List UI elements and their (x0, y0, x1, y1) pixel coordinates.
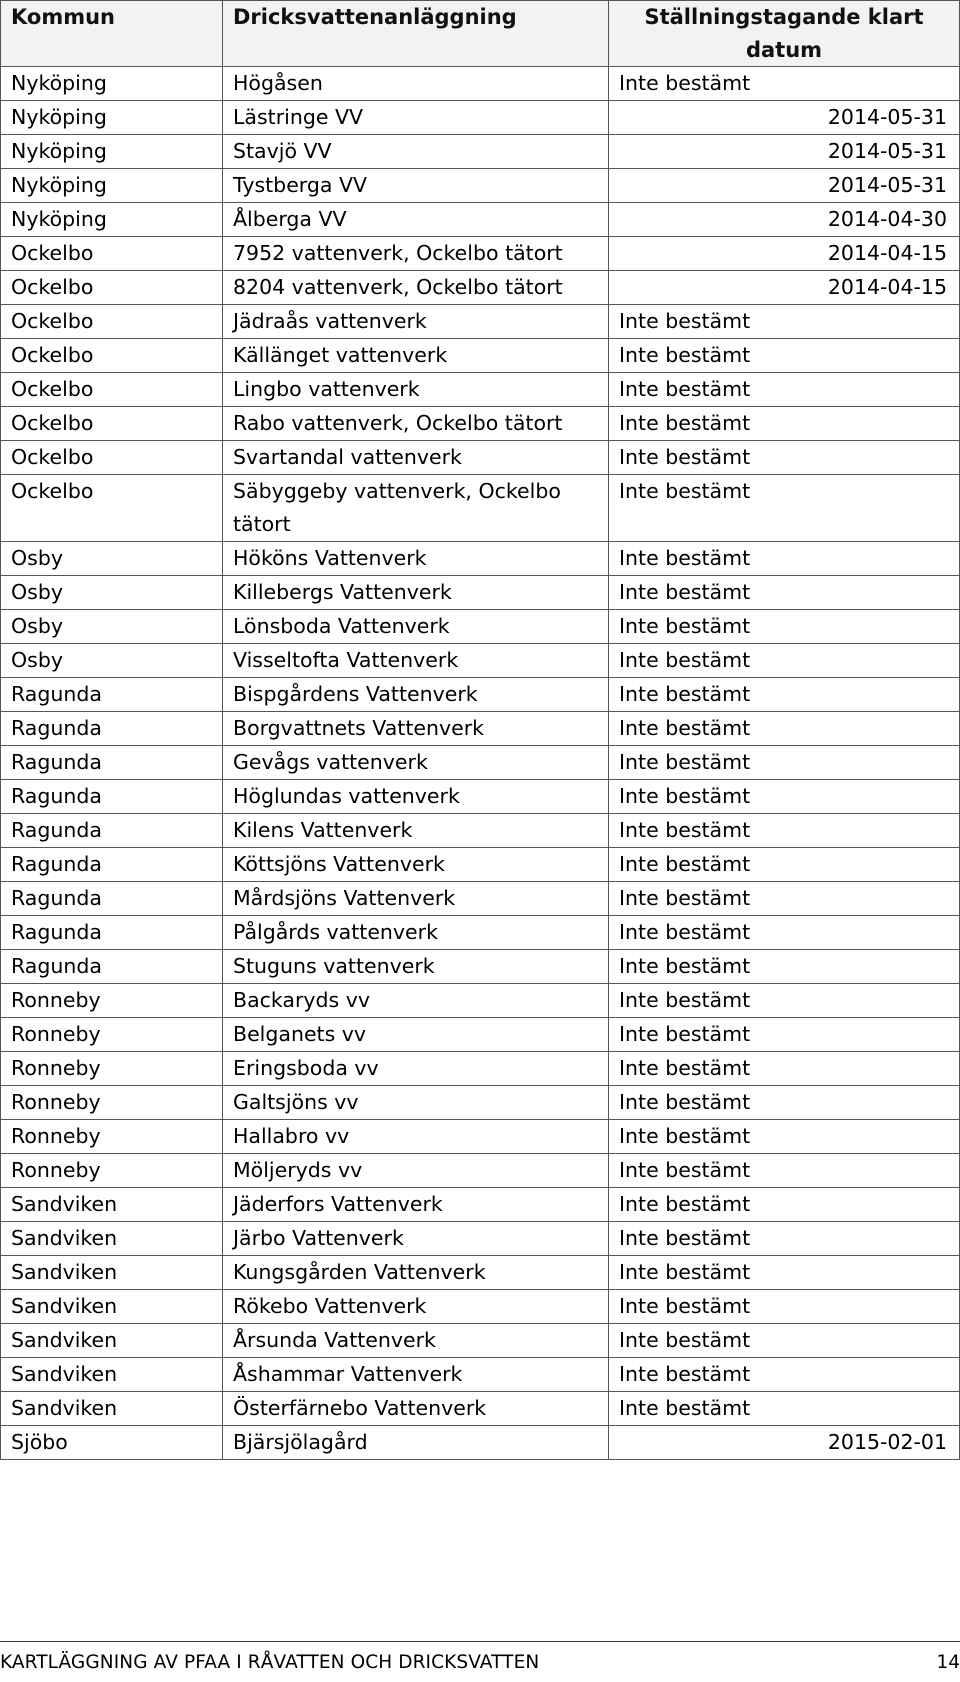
table-body (1, 67, 960, 1460)
cell-kommun: Ockelbo (1, 237, 223, 271)
cell-anlaggning: Höglundas vattenverk (223, 780, 609, 814)
cell-datum: Inte bestämt (609, 1052, 960, 1086)
cell-anlaggning: Årsunda Vattenverk (223, 1324, 609, 1358)
cell-kommun: Ockelbo (1, 441, 223, 475)
table-row (1, 1154, 960, 1188)
table-row (1, 271, 960, 305)
table-row (1, 1290, 960, 1324)
cell-anlaggning: Åshammar Vattenverk (223, 1358, 609, 1392)
cell-datum: Inte bestämt (609, 1324, 960, 1358)
cell-anlaggning: Backaryds vv (223, 984, 609, 1018)
cell-anlaggning: 7952 vattenverk, Ockelbo tätort (223, 237, 609, 271)
cell-anlaggning: Visseltofta Vattenverk (223, 644, 609, 678)
cell-anlaggning: Borgvattnets Vattenverk (223, 712, 609, 746)
cell-anlaggning: Jädraås vattenverk (223, 305, 609, 339)
cell-datum: Inte bestämt (609, 1188, 960, 1222)
cell-datum: Inte bestämt (609, 644, 960, 678)
table-row (1, 1256, 960, 1290)
table-row (1, 984, 960, 1018)
table-row (1, 339, 960, 373)
cell-anlaggning: Lönsboda Vattenverk (223, 610, 609, 644)
table-row (1, 542, 960, 576)
cell-kommun: Ronneby (1, 1086, 223, 1120)
cell-anlaggning: Rökebo Vattenverk (223, 1290, 609, 1324)
table-header (1, 1, 960, 67)
cell-kommun: Ragunda (1, 678, 223, 712)
cell-kommun: Ronneby (1, 1120, 223, 1154)
cell-kommun: Nyköping (1, 67, 223, 101)
cell-datum: 2014-04-30 (609, 203, 960, 237)
cell-anlaggning: Killebergs Vattenverk (223, 576, 609, 610)
cell-kommun: Ockelbo (1, 271, 223, 305)
cell-anlaggning: Bjärsjölagård (223, 1426, 609, 1460)
cell-kommun: Nyköping (1, 169, 223, 203)
cell-anlaggning: Gevågs vattenverk (223, 746, 609, 780)
cell-datum: 2014-04-15 (609, 237, 960, 271)
cell-datum: Inte bestämt (609, 916, 960, 950)
cell-datum: Inte bestämt (609, 746, 960, 780)
table-row (1, 644, 960, 678)
cell-anlaggning: Kilens Vattenverk (223, 814, 609, 848)
cell-anlaggning: Kungsgården Vattenverk (223, 1256, 609, 1290)
cell-datum: 2014-05-31 (609, 135, 960, 169)
table-row (1, 407, 960, 441)
cell-kommun: Nyköping (1, 135, 223, 169)
table-row (1, 610, 960, 644)
table-row (1, 1052, 960, 1086)
cell-kommun: Osby (1, 576, 223, 610)
cell-datum: Inte bestämt (609, 1086, 960, 1120)
cell-datum: Inte bestämt (609, 1392, 960, 1426)
table-row (1, 916, 960, 950)
cell-datum: Inte bestämt (609, 305, 960, 339)
table-row (1, 203, 960, 237)
cell-datum: 2015-02-01 (609, 1426, 960, 1460)
table-row (1, 1018, 960, 1052)
cell-anlaggning: Hallabro vv (223, 1120, 609, 1154)
cell-datum: Inte bestämt (609, 1358, 960, 1392)
cell-kommun: Sandviken (1, 1222, 223, 1256)
cell-datum: 2014-05-31 (609, 101, 960, 135)
table-row (1, 1086, 960, 1120)
cell-kommun: Sandviken (1, 1256, 223, 1290)
cell-kommun: Osby (1, 644, 223, 678)
cell-kommun: Ockelbo (1, 475, 223, 542)
cell-kommun: Ragunda (1, 780, 223, 814)
table-row (1, 1426, 960, 1460)
cell-kommun: Ockelbo (1, 305, 223, 339)
footer-title: KARTLÄGGNING AV PFAA I RÅVATTEN OCH DRICKSVATTEN (0, 1652, 540, 1673)
table-row (1, 950, 960, 984)
cell-datum: 2014-05-31 (609, 169, 960, 203)
header-row (1, 1, 960, 67)
cell-datum: 2014-04-15 (609, 271, 960, 305)
cell-anlaggning: Belganets vv (223, 1018, 609, 1052)
table-row (1, 305, 960, 339)
cell-kommun: Ragunda (1, 848, 223, 882)
cell-kommun: Sjöbo (1, 1426, 223, 1460)
cell-kommun: Ronneby (1, 1018, 223, 1052)
cell-anlaggning: Möljeryds vv (223, 1154, 609, 1188)
table-row (1, 1120, 960, 1154)
header-kommun: Kommun (1, 1, 223, 67)
cell-datum: Inte bestämt (609, 882, 960, 916)
cell-kommun: Osby (1, 610, 223, 644)
cell-anlaggning: Österfärnebo Vattenverk (223, 1392, 609, 1426)
cell-anlaggning: Lingbo vattenverk (223, 373, 609, 407)
cell-kommun: Ockelbo (1, 339, 223, 373)
cell-anlaggning: Lästringe VV (223, 101, 609, 135)
cell-anlaggning: Jäderfors Vattenverk (223, 1188, 609, 1222)
table-row (1, 169, 960, 203)
cell-datum: Inte bestämt (609, 848, 960, 882)
table-row (1, 848, 960, 882)
header-datum: Ställningstagande klart datum (609, 1, 960, 67)
cell-kommun: Ragunda (1, 746, 223, 780)
cell-kommun: Sandviken (1, 1290, 223, 1324)
table-row (1, 712, 960, 746)
cell-datum: Inte bestämt (609, 542, 960, 576)
cell-anlaggning: 8204 vattenverk, Ockelbo tätort (223, 271, 609, 305)
table-row (1, 1324, 960, 1358)
cell-anlaggning: Säbyggeby vattenverk, Ockelbo tätort (223, 475, 609, 542)
table-row (1, 237, 960, 271)
table-row (1, 882, 960, 916)
cell-datum: Inte bestämt (609, 610, 960, 644)
cell-anlaggning: Stavjö VV (223, 135, 609, 169)
cell-datum: Inte bestämt (609, 1290, 960, 1324)
cell-datum: Inte bestämt (609, 678, 960, 712)
cell-kommun: Ragunda (1, 712, 223, 746)
cell-kommun: Ockelbo (1, 373, 223, 407)
cell-datum: Inte bestämt (609, 475, 960, 542)
cell-kommun: Osby (1, 542, 223, 576)
cell-datum: Inte bestämt (609, 984, 960, 1018)
cell-datum: Inte bestämt (609, 576, 960, 610)
table-row (1, 780, 960, 814)
table-row (1, 475, 960, 542)
cell-anlaggning: Pålgårds vattenverk (223, 916, 609, 950)
cell-kommun: Ragunda (1, 882, 223, 916)
cell-anlaggning: Eringsboda vv (223, 1052, 609, 1086)
cell-datum: Inte bestämt (609, 1154, 960, 1188)
cell-datum: Inte bestämt (609, 1222, 960, 1256)
cell-datum: Inte bestämt (609, 373, 960, 407)
cell-kommun: Ockelbo (1, 407, 223, 441)
table-row (1, 1358, 960, 1392)
table-row (1, 101, 960, 135)
header-anlaggning: Dricksvattenanläggning (223, 1, 609, 67)
cell-kommun: Ronneby (1, 1052, 223, 1086)
cell-kommun: Ragunda (1, 814, 223, 848)
cell-datum: Inte bestämt (609, 67, 960, 101)
cell-datum: Inte bestämt (609, 1256, 960, 1290)
cell-datum: Inte bestämt (609, 441, 960, 475)
cell-kommun: Ragunda (1, 916, 223, 950)
cell-anlaggning: Bispgårdens Vattenverk (223, 678, 609, 712)
cell-kommun: Sandviken (1, 1188, 223, 1222)
cell-datum: Inte bestämt (609, 950, 960, 984)
cell-anlaggning: Högåsen (223, 67, 609, 101)
cell-kommun: Nyköping (1, 101, 223, 135)
page-number: 14 (936, 1652, 960, 1673)
table-row (1, 678, 960, 712)
cell-anlaggning: Järbo Vattenverk (223, 1222, 609, 1256)
cell-kommun: Ronneby (1, 1154, 223, 1188)
cell-datum: Inte bestämt (609, 814, 960, 848)
cell-datum: Inte bestämt (609, 1120, 960, 1154)
page-footer (0, 1648, 960, 1678)
table-row (1, 441, 960, 475)
cell-anlaggning: Ålberga VV (223, 203, 609, 237)
footer-rule (0, 1641, 960, 1642)
table-row (1, 373, 960, 407)
cell-kommun: Sandviken (1, 1392, 223, 1426)
table-row (1, 1222, 960, 1256)
cell-kommun: Ragunda (1, 950, 223, 984)
cell-kommun: Nyköping (1, 203, 223, 237)
cell-anlaggning: Tystberga VV (223, 169, 609, 203)
table-row (1, 576, 960, 610)
cell-anlaggning: Rabo vattenverk, Ockelbo tätort (223, 407, 609, 441)
cell-datum: Inte bestämt (609, 780, 960, 814)
table-row (1, 1392, 960, 1426)
table-row (1, 135, 960, 169)
table-row (1, 814, 960, 848)
cell-anlaggning: Hököns Vattenverk (223, 542, 609, 576)
cell-datum: Inte bestämt (609, 1018, 960, 1052)
cell-anlaggning: Galtsjöns vv (223, 1086, 609, 1120)
table-row (1, 67, 960, 101)
cell-kommun: Sandviken (1, 1358, 223, 1392)
table-row (1, 746, 960, 780)
cell-anlaggning: Källänget vattenverk (223, 339, 609, 373)
cell-anlaggning: Svartandal vattenverk (223, 441, 609, 475)
cell-kommun: Ronneby (1, 984, 223, 1018)
cell-datum: Inte bestämt (609, 712, 960, 746)
cell-datum: Inte bestämt (609, 339, 960, 373)
cell-anlaggning: Mårdsjöns Vattenverk (223, 882, 609, 916)
cell-kommun: Sandviken (1, 1324, 223, 1358)
cell-anlaggning: Köttsjöns Vattenverk (223, 848, 609, 882)
table-row (1, 1188, 960, 1222)
cell-datum: Inte bestämt (609, 407, 960, 441)
cell-anlaggning: Stuguns vattenverk (223, 950, 609, 984)
